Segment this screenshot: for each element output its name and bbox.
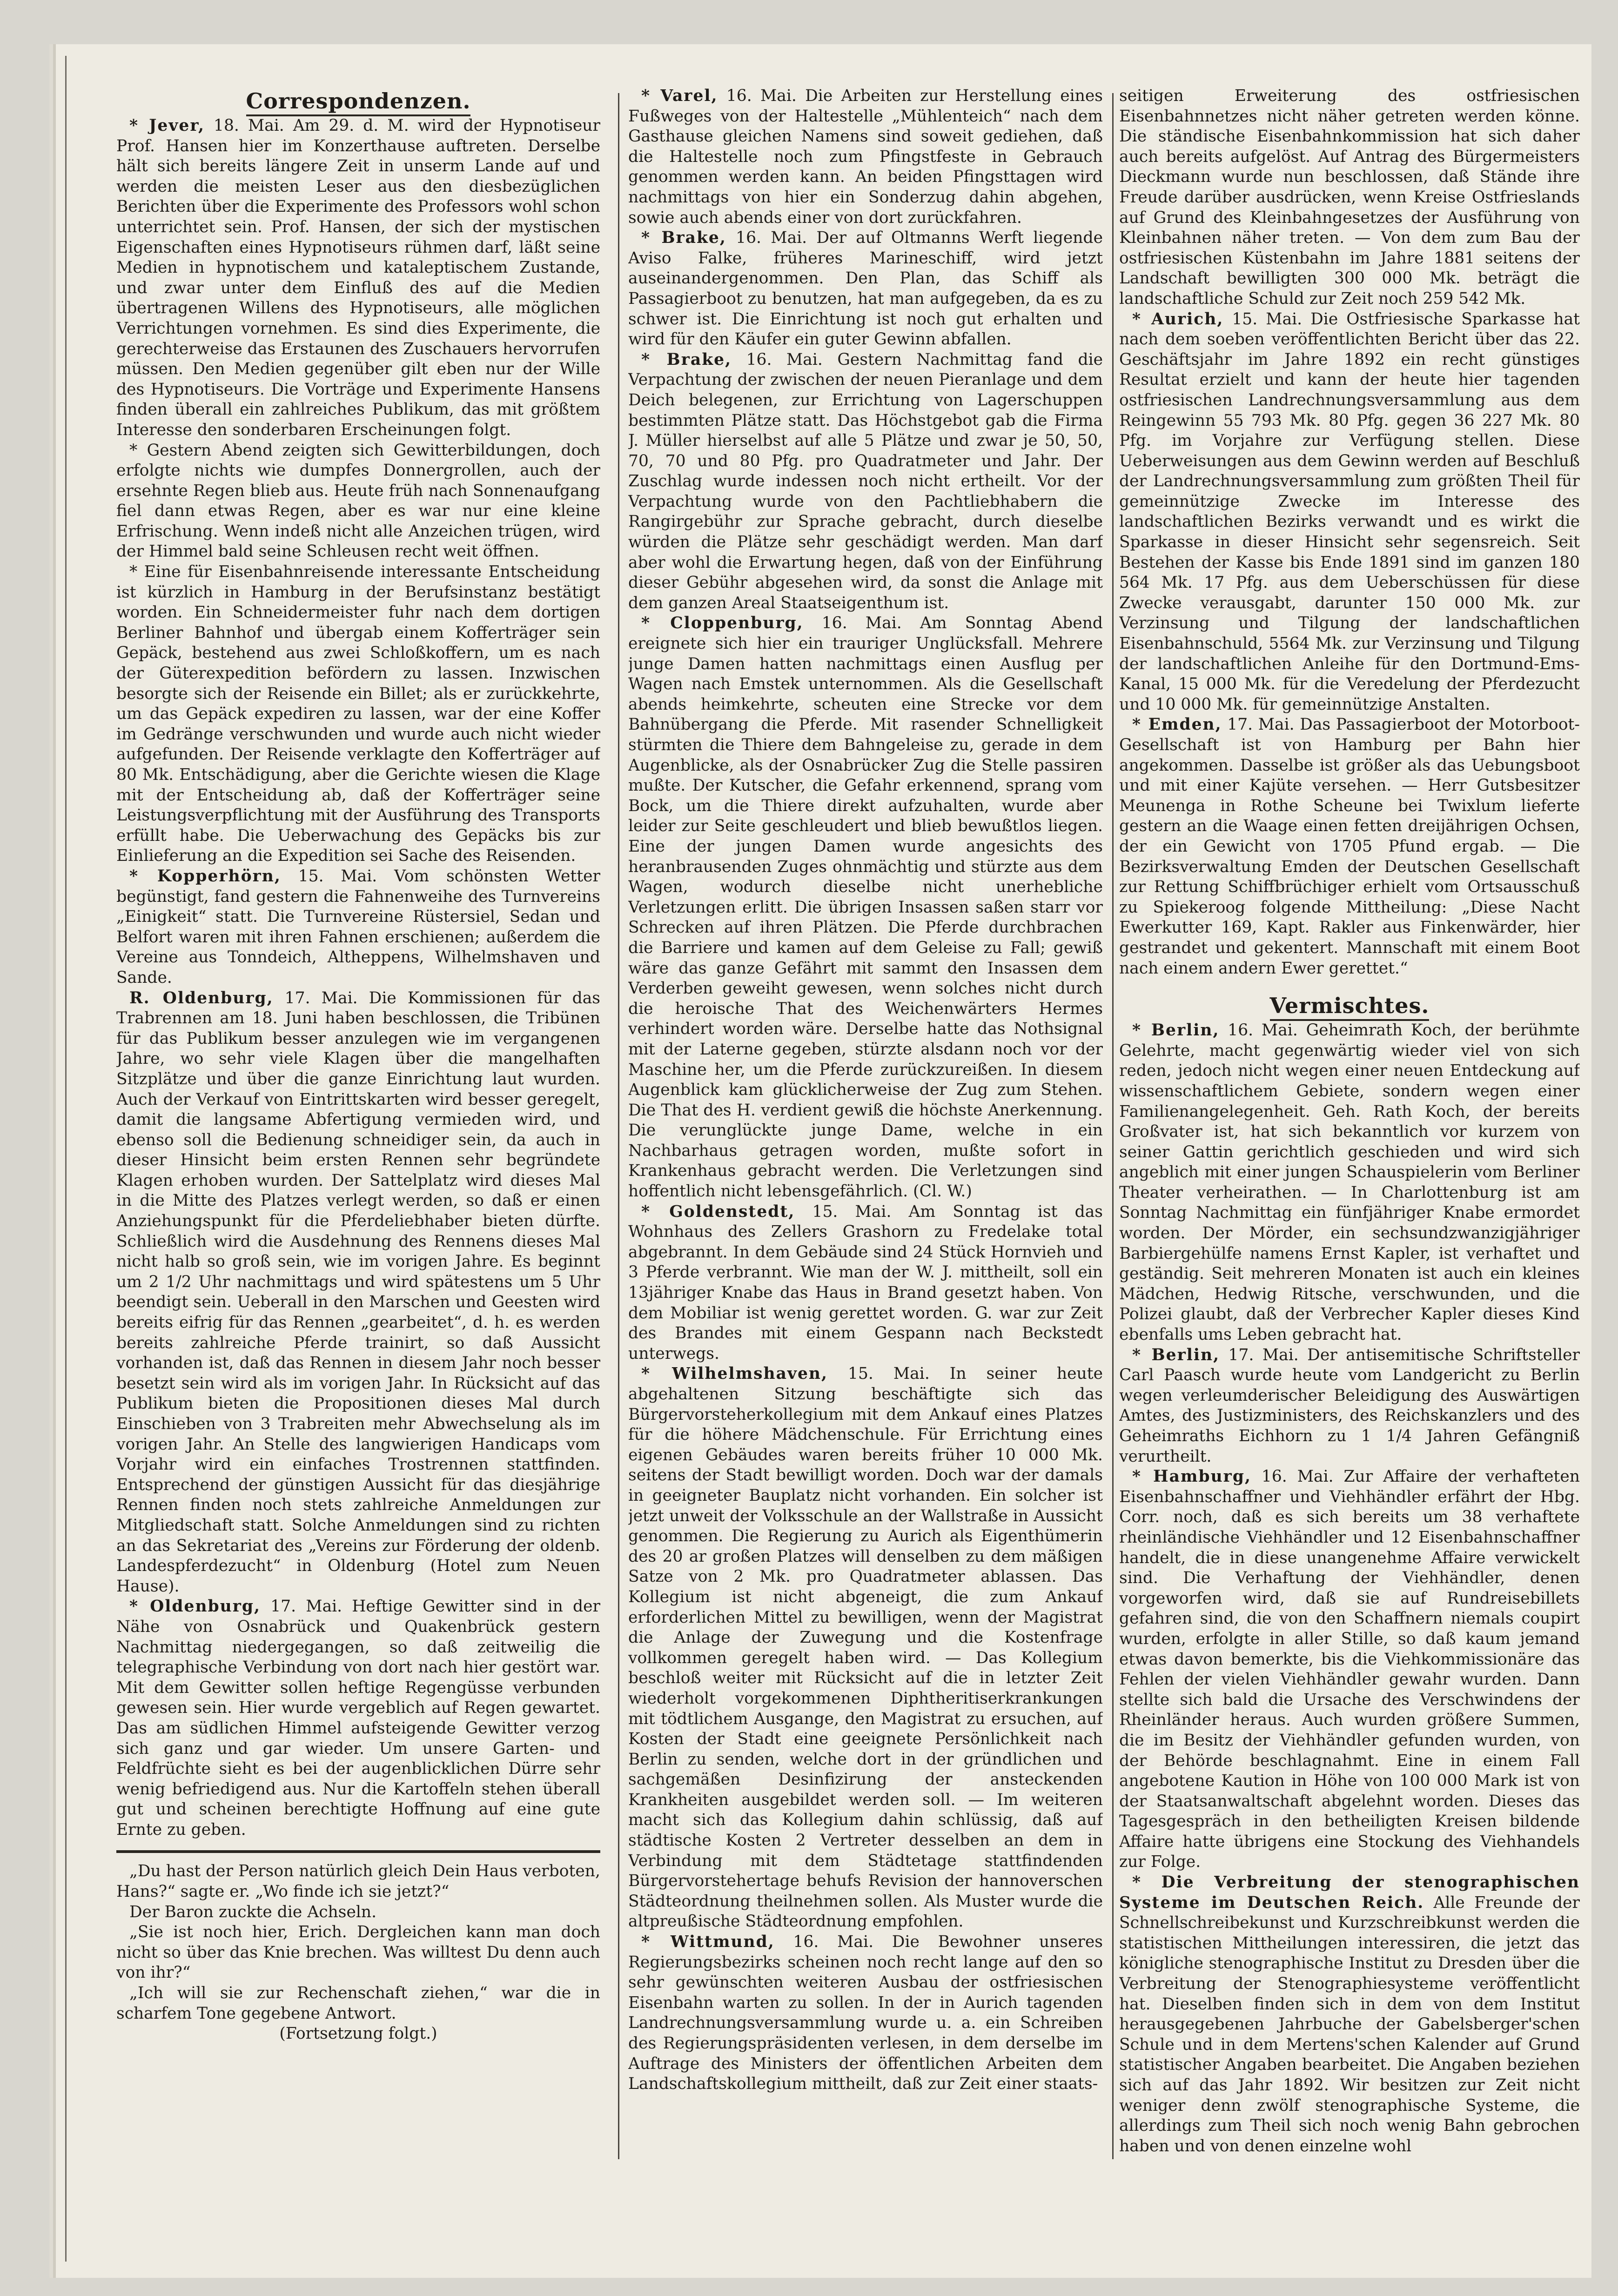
- column-3: [1119, 86, 1580, 2180]
- article-berlin-1: [1119, 1020, 1580, 1345]
- article-wittmund-continued: seitigen Erweiterung des ostfriesischen Eisenbahnnetzes nicht näher getreten werden könne. Die ständische Eisenbahnkommission hat sich daher auch bereits aufgelöst. Auf Antrag des Bürgermeisters Dieckmann wurde nun beschlossen, daß Stände ihre Freude darüber ausdrücken, wenn Kreise Ostfrieslands auf Grund des Kleinbahngesetzes der Ausführung von Kleinbahnen näher treten. — Von dem zum Bau der ostfriesischen Küstenbahn im Jahre 1881 seitens der Landschaft bewilligten 300 000 Mk. beträgt die landschaftliche Schuld zur Zeit noch 259 542 Mk.: [1119, 87, 1580, 308]
- article-text: 17. Mai. Heftige Gewitter sind in der Nähe von Osnabrück und Quakenbrück gestern Nachmittag niedergegangen, so daß zeitweilig die telegraphische Verbindung von dort nach hier gestört war. Mit dem Gewitter sollen heftige Regengüsse verbunden gewesen sein. Hier wurde vergeblich auf Regen gewartet. Das am südlichen Himmel aufsteigende Gewitter verzog sich ganz und gar wieder. Um unsere Garten- und Feldfrüchte sieht es bei der augenblicklichen Dürre sehr wenig befriedigend aus. Nur die Kartoffeln stehen überall gut und scheinen berechtigte Hoffnung auf eine gute Ernte zu geben.: [116, 1597, 600, 1839]
- article-text: 17. Mai. Die Kommissionen für das Trabrennen am 18. Juni haben beschlossen, die Tribünen für das Publikum besser anzulegen wie im vergangenen Jahre, wo sehr viele Klagen über die mangelhaften Sitzplätze und über die ganze Einrichtung laut wurden. Auch der Verkauf von Eintrittskarten wird besser geregelt, damit die langsame Abfertigung vermieden wird, und ebenso soll die Bedienung schneidiger sein, da auch in dieser Hinsicht beim ersten Rennen sehr begründete Klagen erhoben wurden. Der Sattelplatz wird dieses Mal in die Mitte des Platzes verlegt werden, so daß er einen Anziehungspunkt für die Pferdeliebhaber bieten dürfte. Schließlich wird die Ausdehnung des Rennens dieses Mal nicht halb so groß sein, wie im vorigen Jahre. Es beginnt um 2 1/2 Uhr nachmittags und wird spätestens um 5 Uhr beendigt sein. Ueberall in den Marschen und Geesten wird bereits eifrig für das Rennen „gearbeitet“, d. h. es werden bereits zahlreiche Pferde trainirt, so daß Aussicht vorhanden ist, daß das Rennen in diesem Jahr noch besser besetzt sein wird als im vorigen Jahr. In Rücksicht auf das Publikum bieten die Propositionen dieses Mal durch Einschieben von 3 Trabreiten mehr Abwechselung als im vorigen Jahr. An Stelle des langwierigen Handicaps vom Vorjahr wird ein einfaches Trostrennen stattfinden. Entsprechend der günstigen Aussicht für das diesjährige Rennen finden noch stets zahlreiche Anmeldungen zur Mitgliedschaft statt. Solche Anmeldungen sind zu richten an das Sekretariat des „Vereins zur Förderung der oldenb. Landespferdezucht“ in Oldenburg (Hotel zum Neuen Hause).: [116, 988, 600, 1596]
- article-weather: * Gestern Abend zeigten sich Gewitterbildungen, doch erfolgte nichts wie dumpfes Donnergrollen, auch der ersehnte Regen blieb aus. Heute früh nach Sonnenaufgang fiel dann etwas Regen, aber es war nur eine kleine Erfrischung. Wenn indeß nicht alle Anzeichen trügen, wird der Himmel bald seine Schleusen recht weit öffnen.: [116, 441, 600, 561]
- article-text: 15. Mai. Die Ostfriesische Sparkasse hat nach dem soeben veröffentlichten Bericht über das 22. Geschäftsjahr im Jahre 1892 ein recht günstiges Resultat erzielt und kann der heute hier tagenden ostfriesischen Landrechnungsversammlung aus dem Reingewinn 55 793 Mk. 80 Pfg. gegen 36 227 Mk. 80 Pfg. im Vorjahre zur Verfügung stellen. Diese Ueberweisungen aus dem Gewinn werden auf Beschluß der Landrechnungsversammlung zum größten Theil für gemeinnützige Zwecke im Interesse des landschaftlichen Bezirks verwandt und es wirkt die Sparkasse in dieser Hinsicht sehr segensreich. Seit Bestehen der Kasse bis Ende 1891 sind im ganzen 180 564 Mk. 17 Pfg. aus dem Ueberschüssen für diese Zwecke verausgabt, darunter 150 000 Mk. zur Verzinsung und Tilgung der landschaftlichen Eisenbahnschuld, 5564 Mk. zur Verzinsung und Tilgung der landschaftlichen Anleihe für den Dortmund-Ems-Kanal, 15 000 Mk. für die Veredelung der Pferdezucht und 10 000 Mk. für gemeinnützige Anstalten.: [1119, 309, 1580, 714]
- article-hamburg: [1119, 1467, 1580, 1873]
- dateline: * Berlin,: [1132, 1021, 1220, 1040]
- dateline: * Brake,: [641, 350, 732, 369]
- dateline: * Brake,: [641, 228, 726, 248]
- article-text: 15. Mai. Vom schönsten Wetter begünstigt, fand gestern die Fahnenweihe des Turnvereins „Einigkeit“ statt. Die Turnvereine Rüstersiel, Sedan und Belfort waren mit ihren Fahnen erschienen; außerdem die Vereine aus Tonndeich, Altheppens, Wilhelmshaven und Sande.: [116, 866, 600, 987]
- article-cloppenburg: [628, 613, 1103, 1202]
- feuilleton-line: Der Baron zuckte die Achseln.: [129, 1902, 377, 1921]
- article-text: 16. Mai. Gestern Nachmittag fand die Verpachtung der zwischen der neuen Pieranlage und dem Deich belegenen, zur Errichtung von Lagerschuppen bestimmten Plätze statt. Das Höchstgebot gab die Firma J. Müller hierselbst auf alle 5 Plätze und zwar je 50, 50, 70, 70 und 80 Pfg. pro Quadratmeter und Jahr. Der Zuschlag wurde indessen noch nicht ertheilt. Vor der Verpachtung wurde von den Pachtliebhabern die Rangirgebühr zur Sprache gebracht, durch dieselbe würden die Plätze sehr geschädigt werden. Man darf aber wohl die Erwartung hegen, daß von der Einführung dieser Gebühr abgesehen wird, da sonst die Anlage mit dem ganzen Areal Staatseigenthum ist.: [628, 350, 1103, 612]
- article-aurich: [1119, 309, 1580, 715]
- feuilleton-line: „Sie ist noch hier, Erich. Dergleichen kann man doch nicht so über das Knie brechen. Was willtest Du denn auch von ihr?“: [116, 1923, 600, 1982]
- dateline: * Jever,: [129, 116, 205, 135]
- continuation-note: (Fortsetzung folgt.): [279, 2024, 437, 2043]
- column-rule-2: [1112, 93, 1114, 2159]
- feuilleton-separator: [116, 1850, 600, 1853]
- article-text: 15. Mai. Am Sonntag ist das Wohnhaus des Zellers Grashorn zu Fredelake total abgebrannt. In dem Gebäude sind 24 Stück Hornvieh und 3 Pferde verbrannt. Wie man der W. J. mittheilt, soll ein 13jähriger Knabe das Haus in Brand gesetzt haben. Von dem Mobiliar ist wenig gerettet worden. G. war zur Zeit des Brandes mit einem Gespann nach Beckstedt unterwegs.: [628, 1202, 1103, 1363]
- dateline: * Goldenstedt,: [641, 1202, 795, 1221]
- article-oldenburg-races: [116, 988, 600, 1597]
- article-railway-decision: * Eine für Eisenbahnreisende interessante Entscheidung ist kürzlich in Hamburg in der Berufsinstanz bestätigt worden. Ein Schneidermeister fuhr nach dem dortigen Berliner Bahnhof und übergab einem Kofferträger sein Gepäck, bestehend aus zwei Schloßkoffern, um es nach der Güterexpedition befördern zu lassen. Inzwischen besorgte sich der Reisende ein Billet; als er zurückkehrte, um das Gepäck expediren zu lassen, war der eine Koffer im Gedränge verschwunden und wurde auch nicht wieder aufgefunden. Der Reisende verklagte den Kofferträger auf 80 Mk. Entschädigung, aber die Gerichte wiesen die Klage mit der Entscheidung ab, daß der Kofferträger seine Leistungsverpflichtung mit der Ausführung des Transports erfüllt habe. Die Ueberwachung des Gepäcks bis zur Einlieferung an die Expedition sei Sache des Reisenden.: [116, 563, 600, 866]
- article-text: 17. Mai. Der antisemitische Schriftsteller Carl Paasch wurde heute vom Landgericht zu Berlin wegen verleumderischer Beleidigung des Auswärtigen Amtes, des Justizministers, des Reichskanzlers und des Geheimraths Eichhorn zu 1 1/4 Jahren Gefängniß verurtheilt.: [1119, 1345, 1580, 1466]
- dateline: * Emden,: [1132, 715, 1222, 734]
- dateline: * Oldenburg,: [129, 1597, 261, 1616]
- article-text: 15. Mai. In seiner heute abgehaltenen Sitzung beschäftigte sich das Bürgervorsteherkollegium mit dem Ankauf eines Platzes für die höhere Mädchenschule. Für Errichtung eines eigenen Gebäudes waren bereits früher 10 000 Mk. seitens der Stadt bewilligt worden. Doch war der damals in geeigneter Bauplatz nicht vorhanden. Ein solcher ist jetzt unweit der Volksschule an der Wallstraße in Aussicht genommen. Die Regierung zu Aurich als Eigenthümerin des 20 ar großen Platzes will denselben zu dem mäßigen Satze von 2 Mk. pro Quadratmeter ablassen. Das Kollegium ist nicht abgeneigt, die zum Ankauf erforderlichen Mittel zu bewilligen, wenn der Magistrat die Anlage der Zuwegung und die Kostenfrage vollkommen geregelt haben wird. — Das Kollegium beschloß weiter mit Rücksicht auf die in letzter Zeit wiederholt vorgekommenen Diphtheritiserkrankungen mit tödtlichem Ausgange, den Magistrat zu ersuchen, auf Kosten der Stadt eine geeignete Persönlichkeit nach Berlin zu senden, welche dort in der gründlichen und sachgemäßen Desinfizirung der ansteckenden Krankheiten ausgebildet werden soll. — Im weiteren macht sich das Kollegium dahin schlüssig, daß auf städtische Kosten 2 Vertreter desselben an dem in Verbindung mit dem Städtetage stattfindenden Bürgervorstehertage behufs Revision der hannoverschen Städteordnung theilnehmen sollen. Als Muster wurde die altpreußische Städteordnung empfohlen.: [628, 1364, 1103, 1931]
- article-kopperhoern: [116, 866, 600, 988]
- article-text: 16. Mai. Die Arbeiten zur Herstellung eines Fußweges von der Haltestelle „Mühlenteich“ nach dem Gasthause gleichen Namens sind soweit gediehen, daß die Haltestelle noch zum Pfingstfeste in Gebrauch genommen werden kann. An beiden Pfingsttagen wird nachmittags von hier ein Sonderzug dahin abgehen, sowie auch abends einer von dort zurückfahren.: [628, 87, 1103, 227]
- article-stenography: [1119, 1873, 1580, 2156]
- column-1: [116, 86, 600, 2129]
- column-rule-1: [618, 93, 619, 2159]
- article-brake-1: [628, 228, 1103, 350]
- article-text: 16. Mai. Am Sonntag Abend ereignete sich hier ein trauriger Unglücksfall. Mehrere junge Damen hatten nachmittags einen Ausflug per Wagen nach Emstek unternommen. Als die Gesellschaft abends heimkehrte, scheuten eine Strecke vor dem Bahnübergang die Pferde. Mit rasender Schnelligkeit stürmten die Thiere dem Bahngeleise zu, gerade in dem Augenblicke, als der Osnabrücker Zug die Stelle passiren mußte. Der Kutscher, die Gefahr erkennend, sprang vom Bock, um die Thiere direkt aufzuhalten, wurde aber leider zur Seite geschleudert und blieb bewußtlos liegen. Eine der jungen Damen wurde angesichts des heranbrausenden Zuges ohnmächtig und stürzte aus dem Wagen, wodurch dieselbe nicht unerhebliche Verletzungen erlitt. Die übrigen Insassen saßen starr vor Schrecken auf ihren Plätzen. Die Pferde durchbrachen die Barriere und kamen auf dem Geleise zu Fall; gewiß wäre das ganze Gefährt mit sammt den Insassen dem Verderben geweiht gewesen, wenn solches nicht durch die heroische That des Weichenwärters Hermes verhindert worden wäre. Derselbe hatte das Nothsignal mit der Laterne gegeben, stürzte alsdann noch vor der Maschine her, um die Pferde zurückzureißen. In diesem Augenblick kam glücklicherweise der Zug zum Stehen. Die That des H. verdient gewiß die höchste Anerkennung. Die verunglückte junge Dame, welche in ein Nachbarhaus getragen worden, mußte sofort in Krankenhaus gebracht werden. Die Verletzungen sind hoffentlich nicht lebensgefährlich. (Cl. W.): [628, 614, 1103, 1201]
- article-text: 18. Mai. Am 29. d. M. wird der Hypnotiseur Prof. Hansen hier im Konzerthause auftreten. Derselbe hält sich bereits längere Zeit in unserm Lande auf und werden die meisten Leser aus den diesbezüglichen Berichten über die Experimente des Professors wohl schon unterrichtet sein. Prof. Hansen, der sich der mystischen Eigenschaften eines Hypnotiseurs rühmen darf, läßt seine Medien in hypnotischem und kataleptischem Zustande, und zwar unter dem Einfluß des auf die Medien übertragenen Willens des Hypnotiseurs, alle möglichen Verrichtungen vornehmen. Es sind dies Experimente, die gerechterweise das Erstaunen des Zuschauers hervorrufen müssen. Den Medien gegenüber gilt eben nur der Wille des Hypnotiseurs. Die Vorträge und Experimente Hansens finden überall ein zahlreiches Publikum, das mit größtem Interesse den sonderbaren Erscheinungen folgt.: [116, 116, 600, 439]
- article-text: 16. Mai. Der auf Oltmanns Werft liegende Aviso Falke, früheres Marineschiff, wird jetzt auseinandergenommen. Den Plan, das Schiff als Passagierboot zu benutzen, hat man aufgegeben, da es zu schwer ist. Die Einrichtung ist noch gut erhalten und wird für den Käufer ein guter Gewinn abfallen.: [628, 228, 1103, 349]
- article-text: 16. Mai. Die Bewohner unseres Regierungsbezirks scheinen noch recht lange auf den so sehr gewünschten weiteren Ausbau der ostfriesischen Eisenbahn warten zu sollen. In der in Aurich tagenden Landrechnungsversammlung wurde u. a. ein Schreiben des Regierungspräsidenten verlesen, in dem derselbe im Auftrage des Ministers der öffentlichen Arbeiten dem Landschaftskollegium mittheilt, daß zur Zeit einer staats-: [628, 1933, 1103, 2094]
- article-brake-2: [628, 350, 1103, 614]
- dateline: R. Oldenburg,: [129, 988, 274, 1007]
- article-headline: * Die Verbreitung der stenographischen Systeme im Deutschen Reich.: [1119, 1873, 1580, 1912]
- article-jever: [116, 116, 600, 441]
- article-emden: [1119, 715, 1580, 979]
- dateline: * Kopperhörn,: [129, 866, 281, 886]
- section-heading-vermischtes: Vermischtes.: [1119, 991, 1580, 1020]
- dateline: * Aurich,: [1132, 309, 1224, 329]
- article-varel: [628, 86, 1103, 228]
- article-text: 17. Mai. Das Passagierboot der Motorboot-Gesellschaft ist von Hamburg per Bahn hier angekommen. Dasselbe ist größer als das Uebungsboot und mit einer Kajüte versehen. — Herr Gutsbesitzer Meunenga in Rothe Scheune bei Twixlum lieferte gestern an die Waage einen fetten dreijährigen Ochsen, der ein Gewicht von 1705 Pfund ergab. — Die Bezirksverwaltung Emden der Deutschen Gesellschaft zur Rettung Schiffbrüchiger erhielt vom Ortsausschuß zu Spiekeroog folgende Mittheilung: „Diese Nacht Ewerkutter 169, Kapt. Rakler aus Finkenwärder, hier gestrandet und gekentert. Mannschaft mit einem Boot nach einem andern Ewer gerettet.“: [1119, 715, 1580, 978]
- dateline: * Hamburg,: [1132, 1467, 1251, 1486]
- page-edge-rule: [65, 56, 67, 2262]
- dateline: * Cloppenburg,: [641, 614, 804, 633]
- article-wilhelmshaven: [628, 1364, 1103, 1932]
- article-oldenburg-storm: [116, 1597, 600, 1840]
- dateline: * Wittmund,: [641, 1933, 775, 1952]
- column-2: [628, 86, 1103, 2124]
- dateline: * Wilhelmshaven,: [641, 1364, 828, 1383]
- feuilleton-line: „Ich will sie zur Rechenschaft ziehen,“ war die in scharfem Tone gegebene Antwort.: [116, 1984, 600, 2023]
- article-berlin-2: [1119, 1345, 1580, 1467]
- section-heading-correspondenzen: Correspondenzen.: [116, 86, 600, 116]
- feuilleton-line: „Du hast der Person natürlich gleich Dein Haus verboten, Hans?“ sagte er. „Wo finde ich sie jetzt?“: [116, 1862, 600, 1901]
- article-goldenstedt: [628, 1202, 1103, 1364]
- article-wittmund: [628, 1932, 1103, 2095]
- article-text: 16. Mai. Zur Affaire der verhafteten Eisenbahnschaffner und Viehhändler erfährt der Hbg. Corr. noch, daß es sich bereits um 38 verhaftete rheinländische Viehhändler und 12 Eisenbahnschaffner handelt, die in diese unangenehme Affaire verwickelt sind. Die Verhaftung der Viehhändler, denen vorgeworfen wird, daß sie auf Rundreisebillets gefahren sind, die von den Schaffnern niemals coupirt wurden, erfolgte in aller Stille, so daß kaum jemand etwas davon bemerkte, bis die Viehkommissionäre das Fehlen der vielen Viehhändler gewahr wurden. Dann stellte sich bald die Ursache des Verschwindens der Rheinländer heraus. Auch wurden größere Summen, die im Besitz der Viehhändler gefunden wurden, von der Behörde beschlagnahmt. Eine in einem Fall angebotene Kaution in Höhe von 100 000 Mark ist von der Staatsanwaltschaft abgelehnt worden. Dieses das Tagesgespräch in den betheiligten Kreisen bildende Affaire hatte übrigens eine Stockung des Viehhandels zur Folge.: [1119, 1467, 1580, 1872]
- dateline: * Berlin,: [1132, 1345, 1220, 1364]
- dateline: * Varel,: [641, 87, 718, 105]
- article-text: Alle Freunde der Schnellschreibekunst und Kurzschreibkunst werden die statistischen Mittheilungen interessiren, die jetzt das königliche stenographische Institut zu Dresden über die Verbreitung der Stenographiesysteme veröffentlicht hat. Dieselben finden sich in dem von dem Institut herausgegebenen Jahrbuche der Gabelsberger'schen Schule und in dem Mertens'schen Kalender auf Grund statistischer Angaben bearbeitet. Die Angaben beziehen sich auf das Jahr 1892. Wir besitzen zur Zeit nicht weniger denn zwölf stenographische Systeme, die allerdings zum Theil sich noch wenig Bahn gebrochen haben und von denen einzelne wohl: [1119, 1893, 1580, 2155]
- article-text: 16. Mai. Geheimrath Koch, der berühmte Gelehrte, macht gegenwärtig wieder viel von sich reden, jedoch nicht wegen einer neuen Entdeckung auf wissenschaftlichem Gebiete, sondern wegen einer Familienangelegenheit. Geh. Rath Koch, der bereits Großvater ist, hat sich bekanntlich vor kurzem von seiner Gattin gerichtlich geschieden und wird sich angeblich mit einer jungen Schauspielerin vom Berliner Theater verheirathen. — In Charlottenburg ist am Sonntag Nachmittag ein fünfjähriger Knabe ermordet worden. Der Mörder, ein sechsundzwanzigjähriger Barbiergehülfe namens Ernst Kapler, ist verhaftet und geständig. Seit mehreren Monaten ist auch ein kleines Mädchen, Hedwig Ritsche, verschwunden, und die Polizei glaubt, daß der Verbrecher Kapler dieses Kind ebenfalls ums Leben gebracht hat.: [1119, 1021, 1580, 1344]
